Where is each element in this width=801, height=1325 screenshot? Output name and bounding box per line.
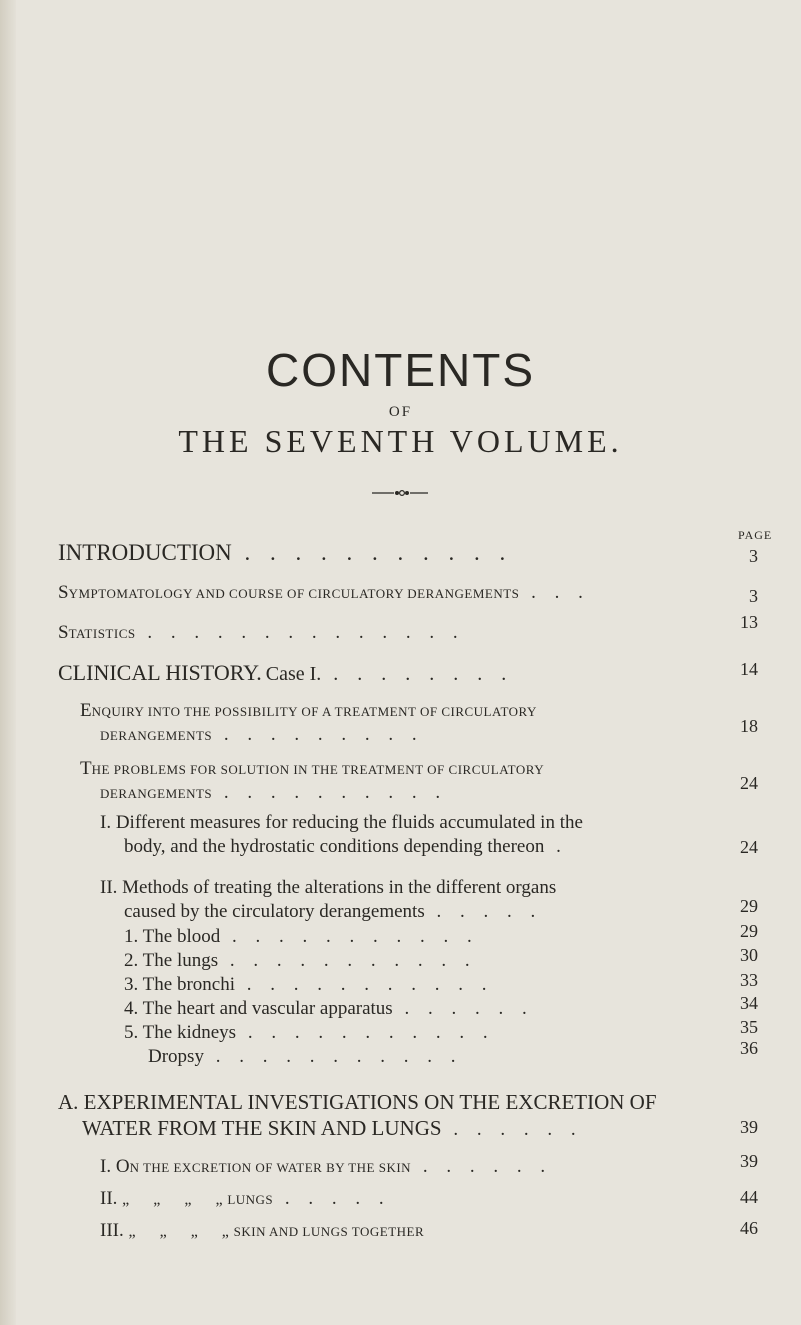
dot-leader: . . . . . . <box>392 998 534 1019</box>
toc-page-number: 46 <box>740 1218 758 1238</box>
toc-page-number: 39 <box>740 1151 758 1171</box>
dot-leader: . . . . . . . . <box>321 663 514 685</box>
toc-page-number: 35 <box>740 1017 758 1037</box>
page-title: CONTENTS <box>266 344 535 396</box>
dot-leader: . . . . . <box>424 901 543 922</box>
toc-page-number: 3 <box>749 586 758 606</box>
toc-page-number: 24 <box>740 773 758 793</box>
toc-entry-heart: 4. The heart and vascular apparatus . . . . . . <box>124 998 534 1019</box>
dot-leader: . . . . . . <box>411 1156 553 1177</box>
toc-entry-skin-lungs-excretion: III. „ „ „ „ SKIN AND LUNGS TOGETHER <box>100 1220 425 1241</box>
toc-page-number: 18 <box>740 716 758 736</box>
toc-page-number: 24 <box>740 837 758 857</box>
dot-leader: . . . . . . . . . <box>212 724 424 745</box>
toc-entry-bronchi: 3. The bronchi . . . . . . . . . . . <box>124 974 494 995</box>
toc-entry-experimental-line2: WATER FROM THE SKIN AND LUNGS . . . . . . <box>82 1116 583 1140</box>
toc-page-number: 34 <box>740 993 758 1013</box>
dot-leader: . . . . . . . . . . . <box>235 974 494 995</box>
toc-entry-kidneys: 5. The kidneys . . . . . . . . . . . <box>124 1022 495 1043</box>
toc-entry-lungs: 2. The lungs . . . . . . . . . . . <box>124 950 477 971</box>
toc-page-number: 29 <box>740 896 758 916</box>
volume-title: THE SEVENTH VOLUME. <box>178 423 623 459</box>
dot-leader: . <box>544 836 568 857</box>
toc-entry-lungs-excretion: II. „ „ „ „ LUNGS . . . . . <box>100 1188 391 1209</box>
dot-leader: . . . . . . . . . . . <box>220 926 479 947</box>
toc-page-number: 36 <box>740 1038 758 1058</box>
dot-leader: . . . . . . . . . . . . . . <box>135 622 465 643</box>
dot-leader: . . . . . . . . . . <box>212 782 448 803</box>
toc-entry-skin-excretion: I. ON THE EXCRETION OF WATER BY THE SKIN . . . . . . <box>100 1156 553 1177</box>
toc-page-number: 14 <box>740 659 758 679</box>
toc-page-number: 13 <box>740 612 758 632</box>
toc-page-number: 39 <box>740 1117 758 1137</box>
toc-entry-problems-line2: DERANGEMENTS . . . . . . . . . . <box>100 782 448 803</box>
toc-label: INTRODUCTION <box>58 540 232 565</box>
toc-entry-methods-line2: caused by the circulatory derangements . . . . . <box>124 901 543 922</box>
toc-entry-experimental: A. EXPERIMENTAL INVESTIGATIONS ON THE EXCRETION OF <box>58 1090 657 1114</box>
toc-page-number: 3 <box>749 546 758 566</box>
toc-entry-different-measures-line2: body, and the hydrostatic conditions depending thereon . <box>124 836 568 857</box>
dot-leader: . . . <box>519 582 590 603</box>
dot-leader: . . . . . . . . . . . <box>203 1046 463 1067</box>
toc-entry-different-measures: I. Different measures for reducing the fluids accumulated in the <box>100 812 583 833</box>
page-column-heading: PAGE <box>738 528 773 542</box>
toc-entry-statistics: STATISTICS . . . . . . . . . . . . . . <box>58 622 465 643</box>
toc-entry-dropsy: Dropsy . . . . . . . . . . . <box>148 1046 463 1067</box>
subtitle-of: OF <box>388 404 413 420</box>
toc-entry-symptomatology: SYMPTOMATOLOGY AND COURSE OF CIRCULATORY DERANGEMENTS . . . <box>58 582 590 603</box>
toc-page-number: 33 <box>740 970 758 990</box>
toc-entry-enquiry: ENQUIRY INTO THE POSSIBILITY OF A TREATMENT OF CIRCULATORY <box>80 700 537 721</box>
toc-entry-blood: 1. The blood . . . . . . . . . . . <box>124 926 479 947</box>
toc-entry-clinical-history: CLINICAL HISTORY. Case I. . . . . . . . . <box>58 660 514 685</box>
dot-leader: . . . . . . . . . . . <box>231 540 513 565</box>
toc-page-number: 44 <box>740 1187 758 1207</box>
ornament-rule-icon <box>372 488 428 498</box>
toc-entry-methods: II. Methods of treating the alterations in the different organs <box>100 877 557 898</box>
dot-leader: . . . . . . <box>441 1119 583 1140</box>
toc-entry-enquiry-line2: DERANGEMENTS . . . . . . . . . <box>100 724 424 745</box>
toc-entry-introduction <box>58 540 512 566</box>
dot-leader: . . . . . . . . . . . <box>218 950 477 971</box>
toc-page-number: 29 <box>740 921 758 941</box>
dot-leader: . . . . . <box>273 1188 391 1209</box>
toc-entry-problems: THE PROBLEMS FOR SOLUTION IN THE TREATMENT OF CIRCULATORY <box>80 758 545 779</box>
dot-leader: . . . . . . . . . . . <box>236 1022 495 1043</box>
toc-page-number: 30 <box>740 945 758 965</box>
